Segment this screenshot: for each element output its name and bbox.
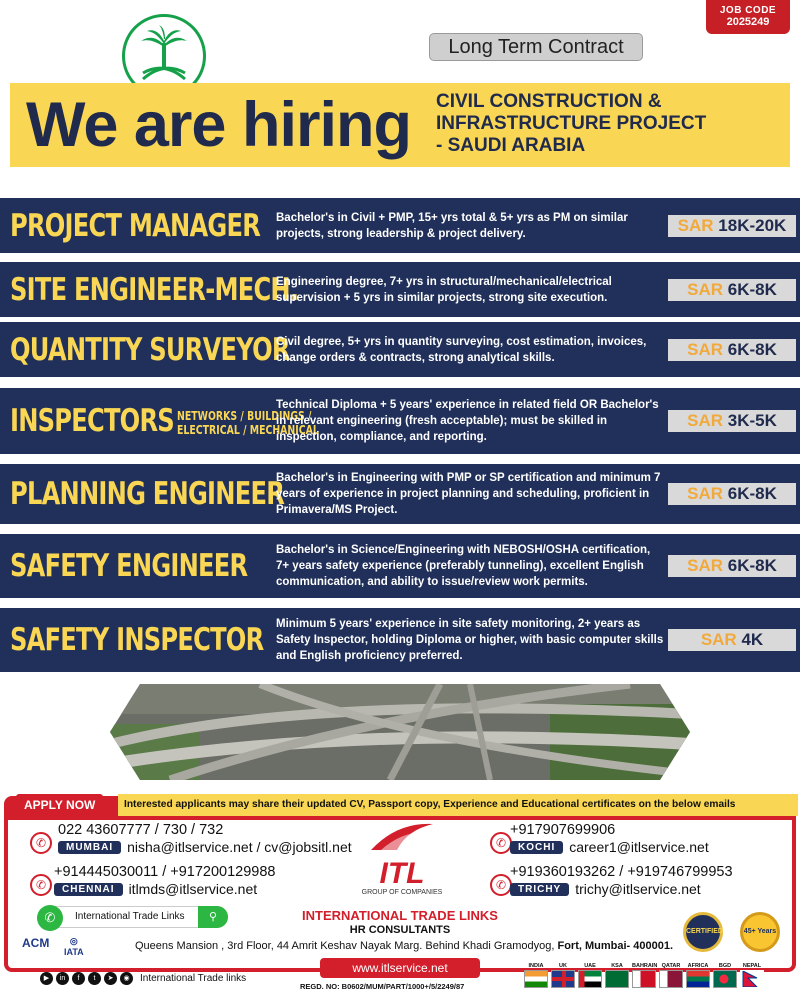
job-title: PROJECT MANAGER: [10, 207, 261, 244]
job-description: Technical Diploma + 5 years' experience in related field OR Bachelor's in relevant engineering (fresh acceptable); must be skilled in inspection, compliance, and reporting.: [276, 399, 659, 443]
salary-badge: SAR 4K: [668, 629, 796, 651]
iso-certified-badge: CERTIFIED: [683, 912, 723, 952]
apply-instructions: Interested applicants may share their updated CV, Passport copy, Experience and Educational certificates on the below emails: [118, 794, 798, 816]
whatsapp-label: International Trade Links: [75, 911, 185, 922]
email-link[interactable]: trichy@itlservice.net: [575, 881, 701, 897]
job-title: SAFETY INSPECTOR: [10, 622, 264, 658]
phone-number[interactable]: +914445030011 / +917200129988: [54, 864, 276, 880]
job-row-safety-inspector: [0, 608, 800, 672]
phone-icon: ✆: [490, 874, 512, 896]
job-title: SAFETY ENGINEER: [10, 548, 248, 584]
flag-qatar: QATAR: [659, 963, 683, 988]
logo-tagline: GROUP OF COMPANIES: [361, 889, 443, 896]
job-code-value: 2025249: [726, 16, 770, 28]
flag-nepal: NEPAL: [740, 963, 764, 988]
itl-wing-icon: [367, 820, 437, 854]
contact-mumbai: [58, 822, 352, 855]
city-label: TRICHY: [510, 883, 569, 896]
logo-name: ITL: [379, 857, 425, 890]
salary-badge: SAR 6K-8K: [668, 279, 796, 301]
job-description: Bachelor's in Civil + PMP, 15+ yrs total & 5+ yrs as PM on similar projects, strong leadership & project delivery.: [276, 211, 628, 240]
telegram-icon[interactable]: ➤: [104, 972, 117, 985]
salary-badge: SAR 6K-8K: [668, 483, 796, 505]
job-row-quantity-surveyor: [0, 322, 800, 377]
instagram-icon[interactable]: ◉: [120, 972, 133, 985]
twitter-icon[interactable]: t: [88, 972, 101, 985]
job-title: SITE ENGINEER-MECH.: [10, 271, 299, 308]
flag-uae: UAE: [578, 963, 602, 988]
job-row-safety-engineer: [0, 534, 800, 598]
flag-uk: UK: [551, 963, 575, 988]
social-handle: International Trade links: [140, 973, 247, 984]
facebook-icon[interactable]: f: [72, 972, 85, 985]
contact-trichy: [510, 864, 733, 897]
whatsapp-icon: ✆: [37, 905, 63, 931]
salary-badge: SAR 6K-8K: [668, 555, 796, 577]
flag-india: INDIA: [524, 963, 548, 988]
hero-banner: [10, 83, 790, 167]
youtube-icon[interactable]: ▶: [40, 972, 53, 985]
job-row-site-engineer: [0, 262, 800, 317]
project-title: CIVIL CONSTRUCTION & INFRASTRUCTURE PROJECT - SAUDI ARABIA: [436, 91, 707, 156]
phone-number[interactable]: +919360193262 / +919746799953: [510, 864, 733, 880]
job-description: Engineering degree, 7+ yrs in structural/mechanical/electrical supervision + 5 yrs in similar projects, strong site execution.: [276, 275, 612, 304]
salary-badge: SAR 6K-8K: [668, 339, 796, 361]
phone-icon: ✆: [30, 832, 52, 854]
flag-bangladesh: BGD: [713, 963, 737, 988]
phone-number[interactable]: +917907699906: [510, 822, 616, 838]
job-row-planning-engineer: [0, 464, 800, 524]
contact-kochi: [510, 822, 709, 855]
job-title: QUANTITY SURVEYOR: [10, 331, 290, 368]
city-label: KOCHI: [510, 841, 563, 854]
company-name: INTERNATIONAL TRADE LINKS: [302, 908, 498, 923]
city-label: MUMBAI: [58, 841, 121, 854]
hiring-headline: We are hiring: [26, 90, 411, 160]
registration-number: REGD. NO: B0602/MUM/PART/1000+/5/2249/87: [300, 982, 465, 991]
highway-photo: [110, 684, 690, 780]
job-description: Minimum 5 years' experience in site safety monitoring, 2+ years as Safety Inspector, holding Diploma or higher, with basic computer skills and English proficiency preferred.: [276, 618, 664, 662]
email-link[interactable]: itlmds@itlservice.net: [128, 881, 258, 897]
job-description: Bachelor's in Science/Engineering with NEBOSH/OSHA certification, 7+ years safety experience (preferably tunneling), excellent English communication, and ability to issue/review work permits.: [276, 544, 651, 588]
job-code-label: JOB CODE: [719, 5, 777, 16]
company-type: HR CONSULTANTS: [349, 924, 451, 936]
contact-chennai: [54, 864, 276, 897]
apply-now-label: APPLY NOW: [16, 794, 103, 816]
salary-badge: SAR 18K-20K: [668, 215, 796, 237]
linkedin-icon[interactable]: in: [56, 972, 69, 985]
salary-badge: SAR 3K-5K: [668, 410, 796, 432]
years-badge: 45+ Years: [740, 912, 780, 952]
job-title-sub: NETWORKS / BUILDINGS / ELECTRICAL / MECHANICAL: [177, 408, 319, 437]
globe-icon: ◎: [69, 936, 78, 946]
job-title: INSPECTORS NETWORKS / BUILDINGS / ELECTRICAL / MECHANICAL: [10, 403, 319, 439]
flag-ksa: KSA: [605, 963, 629, 988]
company-address: Queens Mansion , 3rd Floor, 44 Amrit Keshav Nayak Marg. Behind Khadi Gramodyog, Fort, Mumbai- 400001.: [134, 940, 674, 952]
country-flags: [524, 963, 764, 988]
city-label: CHENNAI: [54, 883, 123, 896]
job-description: Bachelor's in Engineering with PMP or SP certification and minimum 7 years of experience in project planning and scheduling, proficient in Primavera/MS Project.: [276, 472, 661, 516]
iata-logo: ◎ IATA: [64, 936, 84, 957]
job-code-badge: [706, 0, 790, 34]
contract-type-badge: Long Term Contract: [429, 33, 643, 61]
job-description: Civil degree, 5+ yrs in quantity surveying, cost estimation, invoices, change orders & contracts, strong analytical skills.: [276, 335, 647, 364]
acm-logo: ACM: [22, 936, 50, 950]
job-title: PLANNING ENGINEER: [10, 476, 285, 512]
job-row-inspectors: [0, 388, 800, 454]
job-row-project-manager: [0, 198, 800, 253]
email-link[interactable]: nisha@itlservice.net / cv@jobsitl.net: [127, 839, 352, 855]
website-link[interactable]: www.itlservice.net: [320, 958, 480, 978]
phone-icon: ✆: [490, 832, 512, 854]
itl-logo: [360, 820, 444, 900]
phone-icon: ✆: [30, 874, 52, 896]
flag-africa: AFRICA: [686, 963, 710, 988]
social-links: [40, 972, 246, 985]
phone-number[interactable]: 022 43607777 / 730 / 732: [58, 822, 224, 838]
flag-bahrain: BAHRAIN: [632, 963, 656, 988]
search-icon[interactable]: ⚲: [198, 906, 228, 928]
email-link[interactable]: career1@itlservice.net: [569, 839, 709, 855]
